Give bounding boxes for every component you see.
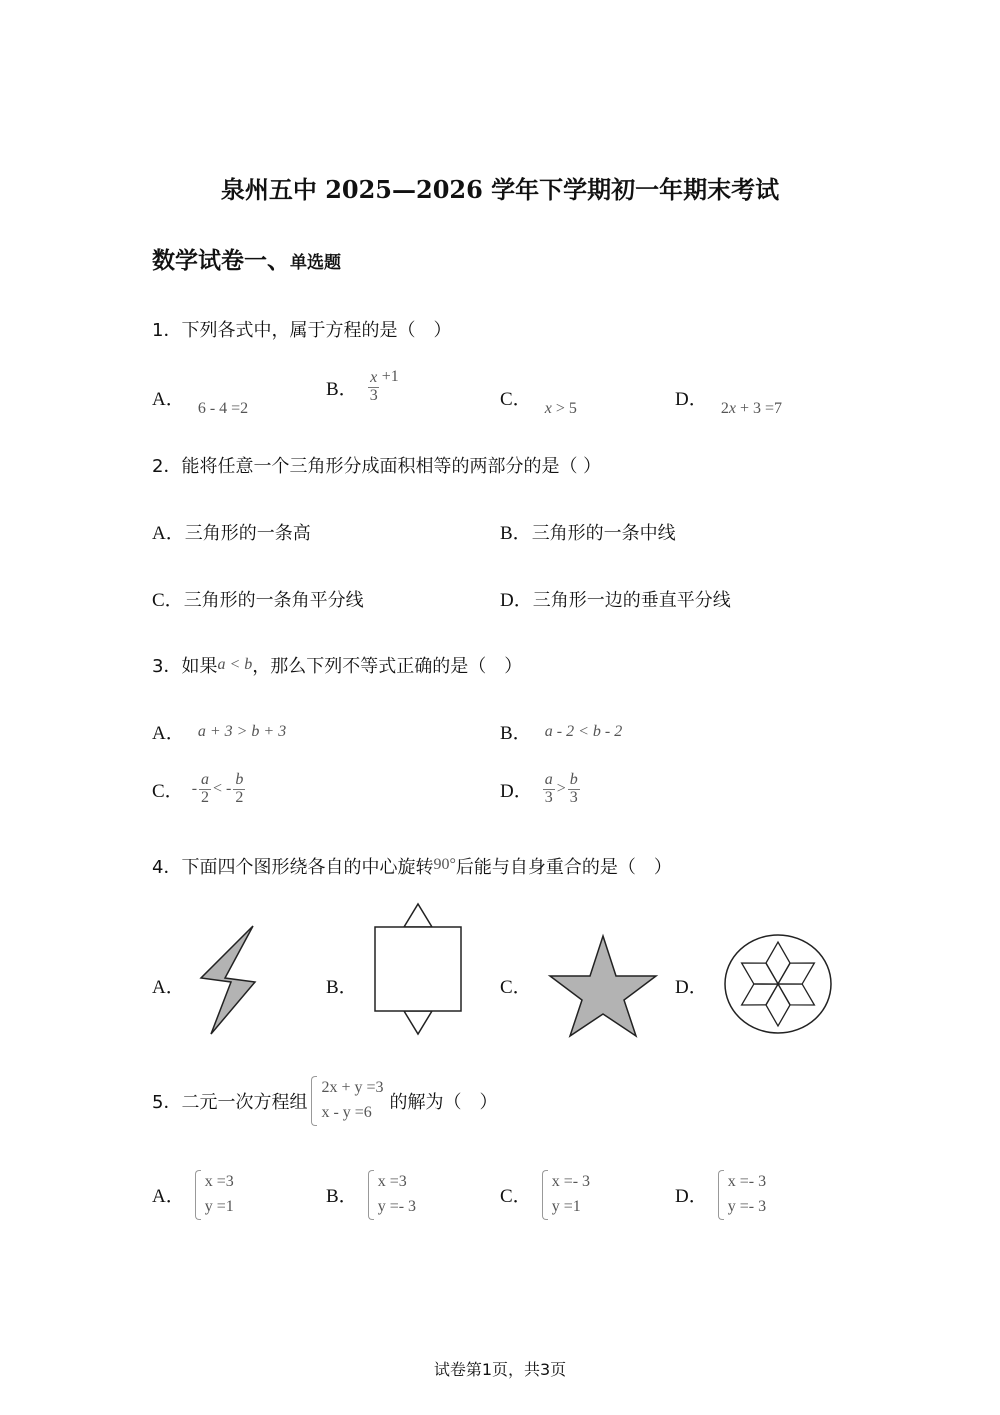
q3-option-b: [500, 718, 622, 745]
q2-option-d: D．三角形一边的垂直平分线: [500, 590, 731, 611]
page-footer: 试卷第1页，共3页: [433, 1360, 567, 1379]
q4-option-d-label: D．: [675, 977, 708, 998]
option-label: A．: [152, 1186, 185, 1208]
exam-title: 泉州五中 2025—2026 学年下学期初一年期末考试: [220, 175, 780, 204]
q4-option-c-label: C．: [500, 977, 532, 998]
equation-system: 2x + y =3 x - y =6: [311, 1076, 383, 1126]
brace-icon: [195, 1170, 201, 1220]
option-system: x =- 3 y =- 3: [718, 1170, 766, 1220]
question-5-stem: 5．二元一次方程组 2x + y =3 x - y =6 的解为（ ）: [152, 1076, 498, 1126]
option-label: D．: [675, 1186, 708, 1208]
q2-option-b: B．三角形的一条中线: [500, 523, 676, 544]
q1-option-d: [675, 384, 782, 417]
option-math: [366, 367, 399, 405]
fraction-numerator: x: [370, 369, 378, 386]
brace-icon: [542, 1170, 548, 1220]
q5-option-d: [675, 1170, 766, 1220]
question-2-stem: 2．能将任意一个三角形分成面积相等的两部分的是（ ）: [152, 456, 602, 477]
q3-option-c: [152, 772, 247, 807]
square-with-triangles-figure: [370, 900, 466, 1040]
q2-option-c: C．三角形的一条角平分线: [152, 590, 364, 611]
q4-option-b-label: B．: [326, 977, 358, 998]
option-label: C．: [500, 389, 532, 410]
option-text: 三角形的一条中线: [531, 523, 676, 544]
q1-option-a: [152, 384, 249, 417]
question-3-stem: 3．如果a < b，那么下列不等式正确的是（ ）: [152, 656, 523, 677]
q1-option-b: [326, 367, 399, 405]
option-label: C．: [500, 1186, 532, 1208]
q5-option-b: [326, 1170, 416, 1220]
q3-option-d: [500, 772, 582, 807]
brace-icon: [311, 1076, 317, 1126]
stem-math: 90°: [433, 856, 456, 873]
q3-option-a: [152, 718, 286, 745]
option-math: 2x + 3 =7: [720, 400, 782, 417]
option-label: B．: [326, 378, 358, 400]
lightning-bolt-figure: [195, 920, 265, 1040]
brace-icon: [368, 1170, 374, 1220]
section-heading: 单选题: [290, 253, 341, 273]
option-label: B．: [500, 723, 532, 744]
option-math: 6 - 4 =2: [197, 400, 249, 417]
option-label: A．: [152, 389, 185, 410]
option-label: D．: [675, 389, 708, 410]
option-math: x > 5: [544, 400, 577, 417]
subtitle-main: 数学试卷一、: [152, 248, 290, 274]
five-point-star-figure: [545, 930, 661, 1040]
option-system: x =3 y =1: [195, 1170, 234, 1220]
q4-option-a-label: A．: [152, 977, 185, 998]
option-label: A．: [152, 723, 185, 744]
exam-subtitle: [152, 242, 341, 275]
fraction-denominator: 3: [369, 386, 378, 404]
option-math: a + 3 > b + 3: [197, 723, 287, 740]
question-1-stem: 1．下列各式中，属于方程的是（ ）: [152, 320, 452, 341]
option-system: x =- 3 y =1: [542, 1170, 590, 1220]
option-label: C．: [152, 780, 184, 802]
option-system: x =3 y =- 3: [368, 1170, 416, 1220]
option-text: 三角形的一条高: [184, 523, 311, 544]
option-label: D．: [500, 780, 533, 802]
option-text: 三角形的一条角平分线: [183, 590, 364, 611]
q5-option-a: [152, 1170, 234, 1220]
brace-icon: [718, 1170, 724, 1220]
option-math: - $\frac{a}{2}$ < - $\frac{b}{2}$: [191, 771, 244, 806]
option-label: B．: [326, 1186, 358, 1208]
question-4-stem: 4．下面四个图形绕各自的中心旋转90°后能与自身重合的是（ ）: [152, 856, 672, 878]
option-math: a - 2 < b - 2: [544, 723, 623, 740]
stem-math: a < b: [217, 656, 253, 673]
option-text: 三角形一边的垂直平分线: [532, 590, 731, 611]
q1-option-c: [500, 384, 577, 417]
q2-option-a: A．三角形的一条高: [152, 523, 311, 544]
circle-with-rhombi-figure: [722, 932, 834, 1036]
fraction-tail: +1: [381, 367, 399, 385]
option-math: $\frac{a}{3}$ > $\frac{b}{3}$: [544, 771, 578, 806]
q5-option-c: [500, 1170, 590, 1220]
